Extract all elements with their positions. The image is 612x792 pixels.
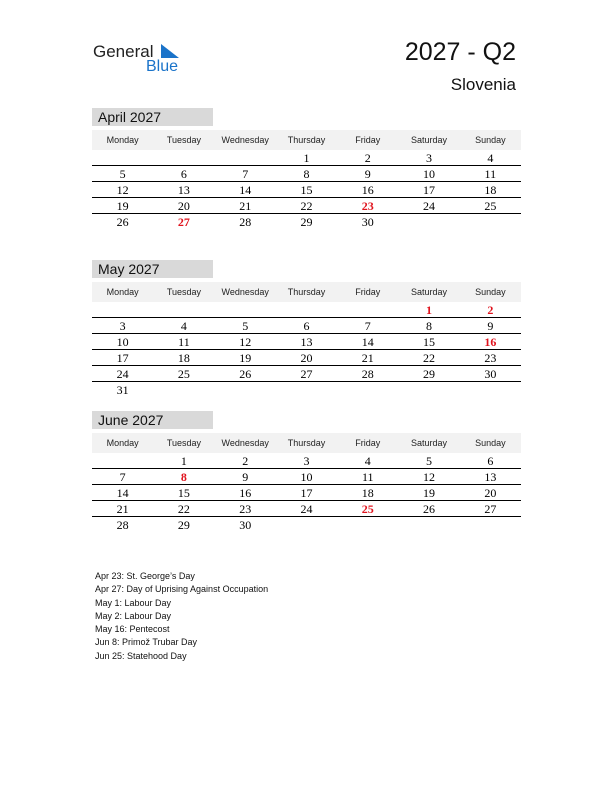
- day-cell: 23: [484, 351, 497, 365]
- day-cell: 18: [484, 183, 497, 197]
- day-cell: 26: [116, 215, 129, 229]
- day-cell: 2: [242, 454, 249, 468]
- day-cell: 4: [180, 319, 187, 333]
- day-cell: 3: [426, 151, 433, 165]
- day-cell: 14: [239, 183, 252, 197]
- week-row: [92, 350, 521, 366]
- day-cell: 22: [300, 199, 313, 213]
- day-cell: 27: [300, 367, 313, 381]
- day-cell: [215, 302, 276, 317]
- weekday-header: [92, 433, 521, 453]
- day-cell: 24: [423, 199, 436, 213]
- day-cell: 21: [239, 199, 252, 213]
- weekday-name: Tuesday: [166, 287, 202, 297]
- month-april: [92, 108, 521, 230]
- week-row: [92, 302, 521, 318]
- day-cell: 11: [178, 335, 190, 349]
- day-cell: 6: [487, 454, 494, 468]
- day-cell: 5: [242, 319, 249, 333]
- week-row: [92, 501, 521, 517]
- day-cell: 27: [484, 502, 497, 516]
- holiday-note: Jun 25: Statehood Day: [95, 650, 187, 661]
- day-cell: 29: [177, 518, 190, 532]
- day-cell: 9: [242, 470, 249, 484]
- day-cell: 27: [177, 215, 190, 229]
- day-cell: 3: [119, 319, 126, 333]
- day-cell: 4: [364, 454, 371, 468]
- day-cell: [276, 517, 337, 533]
- day-cell: 12: [116, 183, 129, 197]
- logo-word-general: General: [93, 42, 154, 61]
- weekday-name: Wednesday: [221, 135, 269, 145]
- day-cell: 19: [423, 486, 436, 500]
- day-cell: 24: [116, 367, 129, 381]
- day-cell: 20: [300, 351, 313, 365]
- day-cell: 26: [239, 367, 252, 381]
- week-row: [92, 485, 521, 501]
- day-cell: [398, 517, 459, 533]
- day-cell: 19: [239, 351, 252, 365]
- day-cell: 1: [180, 454, 187, 468]
- weekday-name: Wednesday: [221, 287, 269, 297]
- day-cell: 8: [303, 167, 310, 181]
- day-cell: 13: [484, 470, 497, 484]
- week-row: [92, 166, 521, 182]
- day-cell: 6: [180, 167, 187, 181]
- day-cell: 31: [116, 383, 129, 397]
- day-cell: 8: [180, 470, 187, 484]
- weekday-name: Monday: [106, 287, 139, 297]
- weekday-name: Tuesday: [166, 135, 202, 145]
- logo-word-blue: Blue: [146, 58, 179, 75]
- page-title: 2027 - Q2: [404, 38, 516, 66]
- day-cell: 10: [116, 335, 129, 349]
- day-cell: 18: [361, 486, 374, 500]
- holiday-notes: [95, 570, 268, 663]
- day-cell: 5: [119, 167, 126, 181]
- weekday-name: Wednesday: [221, 438, 269, 448]
- weekday-name: Sunday: [475, 438, 506, 448]
- week-row: [92, 469, 521, 485]
- holiday-note: Apr 23: St. George’s Day: [95, 571, 195, 581]
- day-cell: 10: [300, 470, 313, 484]
- week-row: [92, 517, 521, 533]
- day-cell: 7: [364, 319, 371, 333]
- day-cell: [276, 302, 337, 317]
- day-cell: 29: [300, 215, 313, 229]
- day-cell: 30: [361, 215, 374, 229]
- weekday-name: Saturday: [411, 438, 448, 448]
- day-cell: 28: [239, 215, 252, 229]
- day-cell: [153, 382, 214, 398]
- weekday-header: [92, 130, 521, 150]
- weekday-name: Tuesday: [166, 438, 202, 448]
- day-cell: 14: [361, 335, 374, 349]
- day-cell: 15: [177, 486, 190, 500]
- weekday-name: Sunday: [475, 135, 506, 145]
- day-cell: 21: [361, 351, 374, 365]
- day-cell: 8: [426, 319, 433, 333]
- day-cell: 16: [484, 335, 497, 349]
- day-cell: 17: [300, 486, 313, 500]
- day-cell: 24: [300, 502, 313, 516]
- day-cell: [337, 517, 398, 533]
- day-cell: [215, 382, 276, 398]
- week-row: [92, 382, 521, 398]
- day-cell: 25: [361, 502, 374, 516]
- day-cell: 23: [239, 502, 252, 516]
- day-cell: 5: [426, 454, 433, 468]
- day-cell: [92, 453, 153, 468]
- day-cell: 30: [484, 367, 497, 381]
- day-cell: 7: [119, 470, 126, 484]
- logo-triangle-icon: [161, 44, 179, 58]
- day-cell: 1: [426, 303, 433, 317]
- weekday-name: Friday: [355, 135, 381, 145]
- holiday-note: May 16: Pentecost: [95, 624, 170, 635]
- day-cell: 18: [177, 351, 190, 365]
- month-label: April 2027: [92, 108, 213, 126]
- day-cell: 15: [300, 183, 313, 197]
- holiday-note: May 1: Labour Day: [95, 597, 172, 608]
- week-row: [92, 198, 521, 214]
- day-cell: 16: [239, 486, 252, 500]
- day-cell: 12: [423, 470, 436, 484]
- day-cell: 15: [423, 335, 436, 349]
- day-cell: 17: [423, 183, 436, 197]
- day-cell: 14: [116, 486, 129, 500]
- weekday-name: Friday: [355, 438, 381, 448]
- day-cell: [398, 382, 459, 398]
- weekday-header: [92, 282, 521, 302]
- day-cell: 29: [423, 367, 436, 381]
- holiday-note: May 2: Labour Day: [95, 610, 172, 621]
- day-cell: 25: [484, 199, 497, 213]
- day-cell: [337, 302, 398, 317]
- day-cell: 20: [484, 486, 497, 500]
- day-cell: 4: [487, 151, 494, 165]
- day-cell: 20: [177, 199, 190, 213]
- day-cell: [276, 382, 337, 398]
- day-cell: 17: [116, 351, 129, 365]
- day-cell: [460, 382, 521, 398]
- week-row: [92, 214, 521, 230]
- day-cell: [92, 302, 153, 317]
- country-name: Slovenia: [450, 75, 516, 94]
- weekday-name: Thursday: [287, 438, 326, 448]
- month-label: May 2027: [92, 260, 213, 278]
- day-cell: 16: [361, 183, 374, 197]
- day-cell: 26: [423, 502, 436, 516]
- day-cell: [153, 150, 214, 165]
- day-cell: 7: [242, 167, 249, 181]
- month-may: [92, 260, 521, 398]
- day-cell: 9: [364, 167, 371, 181]
- day-cell: 28: [116, 518, 129, 532]
- day-cell: [92, 150, 153, 165]
- day-cell: [215, 150, 276, 165]
- week-row: [92, 334, 521, 350]
- week-row: [92, 150, 521, 166]
- weekday-name: Monday: [106, 438, 139, 448]
- day-cell: 9: [487, 319, 494, 333]
- weekday-name: Saturday: [411, 135, 448, 145]
- logo: [93, 40, 193, 80]
- week-row: [92, 453, 521, 469]
- day-cell: [398, 214, 459, 230]
- holiday-note: Jun 8: Primož Trubar Day: [95, 637, 198, 648]
- day-cell: 10: [423, 167, 436, 181]
- day-cell: 11: [361, 470, 374, 484]
- day-cell: 23: [361, 199, 374, 213]
- holiday-note: Apr 27: Day of Uprising Against Occupation: [95, 584, 269, 595]
- day-cell: 6: [303, 319, 310, 333]
- week-row: [92, 366, 521, 382]
- day-cell: 1: [303, 151, 310, 165]
- day-cell: 13: [177, 183, 190, 197]
- week-row: [92, 318, 521, 334]
- day-cell: 22: [177, 502, 190, 516]
- month-label: June 2027: [92, 411, 213, 429]
- weekday-name: Thursday: [287, 135, 326, 145]
- day-cell: 3: [303, 454, 310, 468]
- day-cell: 12: [239, 335, 252, 349]
- weekday-name: Sunday: [475, 287, 506, 297]
- day-cell: 22: [423, 351, 436, 365]
- day-cell: [460, 214, 521, 230]
- weekday-name: Saturday: [411, 287, 448, 297]
- day-cell: [337, 382, 398, 398]
- day-cell: 11: [484, 167, 497, 181]
- day-cell: 2: [364, 151, 371, 165]
- day-cell: 30: [239, 518, 252, 532]
- weekday-name: Thursday: [287, 287, 326, 297]
- day-cell: 21: [116, 502, 129, 516]
- weekday-name: Friday: [355, 287, 381, 297]
- day-cell: [153, 302, 214, 317]
- week-row: [92, 182, 521, 198]
- day-cell: [460, 517, 521, 533]
- day-cell: 2: [487, 303, 494, 317]
- day-cell: 19: [116, 199, 129, 213]
- day-cell: 25: [177, 367, 190, 381]
- weekday-name: Monday: [106, 135, 139, 145]
- month-june: [92, 411, 521, 533]
- day-cell: 28: [361, 367, 374, 381]
- day-cell: 13: [300, 335, 313, 349]
